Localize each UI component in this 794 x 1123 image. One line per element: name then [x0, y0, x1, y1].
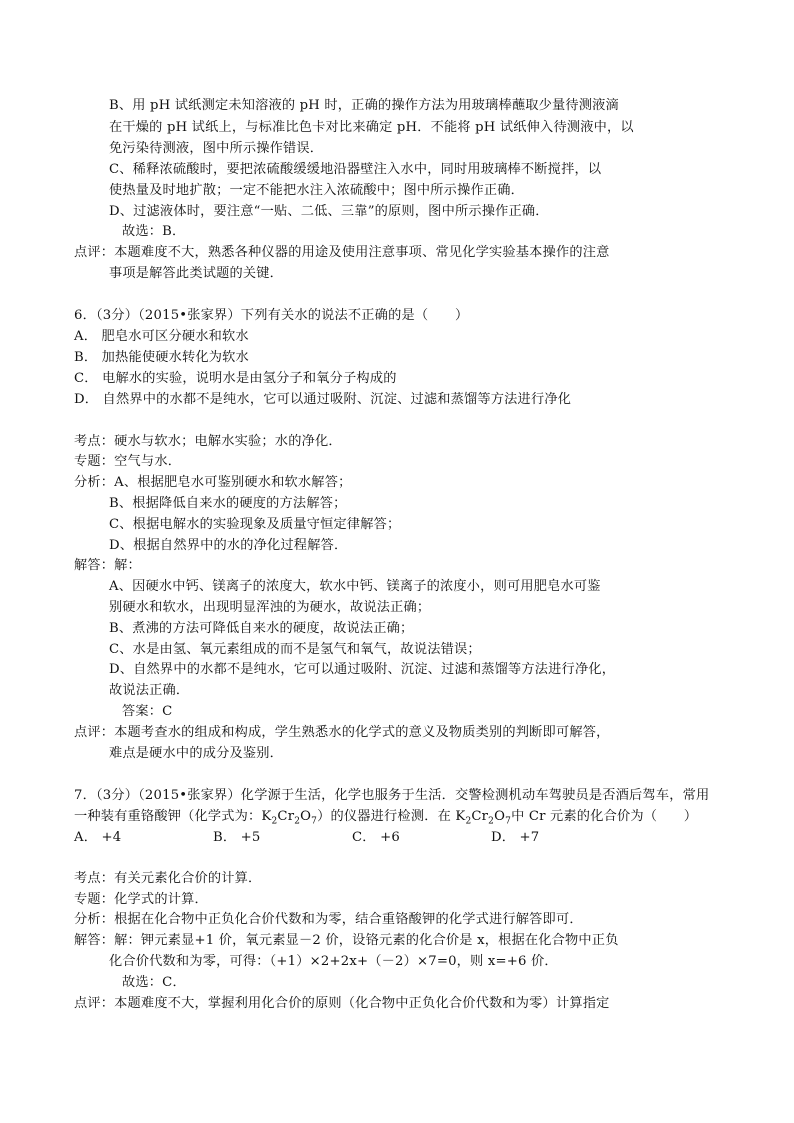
subscript: 2: [271, 816, 278, 827]
q7-answer: 故选：C．: [122, 975, 186, 990]
analysis-c-line1: C、稀释浓硫酸时，要把浓硫酸缓缓地沿器壁注入水中，同时用玻璃棒不断搅拌，以: [109, 162, 602, 177]
q6-option-d: D． 自然界中的水都不是纯水，它可以通过吸附、沉淀、过滤和蒸馏等方法进行净化: [74, 392, 572, 407]
q6-jieda-line6: 故说法正确．: [109, 683, 190, 698]
subscript: 7: [311, 816, 318, 827]
analysis-b-line1: B、用 pH 试纸测定未知溶液的 pH 时，正确的操作方法为用玻璃棒蘸取少量待测液滴: [109, 98, 619, 113]
q6-fenxi-line2: C、根据电解水的实验现象及质量守恒定律解答；: [109, 517, 401, 532]
review-line2: 事项是解答此类试题的关键．: [109, 266, 284, 281]
q7-stem-text: ）的仪器进行检测．在 K: [317, 809, 466, 824]
q7-zhuanti: 专题：化学式的计算．: [74, 892, 208, 907]
q6-jieda-line1: A、因硬水中钙、镁离子的浓度大，软水中钙、镁离子的浓度小，则可用肥皂水可鉴: [109, 579, 601, 594]
q6-stem: 6．（3分）（2015•张家界）下列有关水的说法不正确的是（ ）: [74, 308, 469, 323]
q7-stem-text: Cr: [277, 809, 295, 824]
q7-stem-text: O: [494, 809, 506, 824]
q6-fenxi-line0: 分析：A、根据肥皂水可鉴别硬水和软水解答；: [74, 475, 352, 490]
q7-option-c: C． +6: [352, 830, 400, 845]
q7-option-d: D． +7: [491, 830, 540, 845]
q7-stem-text: O: [300, 809, 312, 824]
q7-stem-text: 中 Cr 元素的化合价为（ ）: [511, 809, 698, 824]
q6-option-a: A． 肥皂水可区分硬水和软水: [74, 329, 249, 344]
q7-jieda-line1: 解答：解：钾元素显+1 价，氧元素显－2 价，设铬元素的化合价是 x，根据在化合物中正负: [74, 933, 619, 948]
q7-stem-text: 一种装有重铬酸钾（化学式为：K: [74, 809, 272, 824]
q6-jieda-line3: B、煮沸的方法可降低自来水的硬度，故说法正确；: [109, 621, 414, 636]
analysis-b-line2: 在干燥的 pH 试纸上，与标准比色卡对比来确定 pH．不能将 pH 试纸伸入待测液中，以: [109, 120, 634, 135]
q6-jieda-line2: 别硬水和软水，出现明显浑浊的为硬水，故说法正确；: [109, 600, 431, 615]
q6-jieda-line4: C、水是由氢、氧元素组成的而不是氢气和氧气，故说法错误；: [109, 642, 481, 657]
q7-jieda-line2: 化合价代数和为零，可得：（+1）×2+2x+（－2）×7=0，则 x=+6 价．: [109, 954, 558, 969]
q7-option-b: B． +5: [213, 830, 261, 845]
subscript: 2: [488, 816, 495, 827]
q6-review-line2: 难点是硬水中的成分及鉴别．: [109, 746, 284, 761]
q7-stem-line1: 7．（3分）（2015•张家界）化学源于生活，化学也服务于生活．交警检测机动车驾驶员是否酒后驾车，常用: [74, 788, 710, 803]
q6-fenxi-line1: B、根据降低自来水的硬度的方法解答；: [109, 496, 347, 511]
subscript: 7: [505, 816, 512, 827]
q6-zhuanti: 专题：空气与水．: [74, 454, 182, 469]
q7-stem-text: Cr: [471, 809, 489, 824]
answer-line: 故选：B．: [122, 224, 186, 239]
q7-option-a: A． +4: [74, 830, 122, 845]
analysis-d-line1: D、过滤液体时，要注意“一贴、二低、三靠”的原则，图中所示操作正确．: [109, 204, 549, 219]
q6-review-line1: 点评：本题考查水的组成和构成，学生熟悉水的化学式的意义及物质类别的判断即可解答，: [74, 725, 610, 740]
q7-options: [74, 828, 539, 848]
q7-kaodian: 考点：有关元素化合价的计算．: [74, 871, 262, 886]
q6-kaodian: 考点：硬水与软水；电解水实验；水的净化．: [74, 434, 342, 449]
q6-option-c: C． 电解水的实验，说明水是由氢分子和氧分子构成的: [74, 371, 397, 386]
subscript: 2: [465, 816, 472, 827]
q6-fenxi-line3: D、根据自然界中的水的净化过程解答．: [109, 538, 348, 553]
review-line1: 点评：本题难度不大，熟悉各种仪器的用途及使用注意事项、常见化学实验基本操作的注意: [74, 245, 610, 260]
analysis-b-line3: 免污染待测液，图中所示操作错误．: [109, 141, 324, 156]
q6-answer: 答案：C: [122, 704, 173, 719]
q6-option-b: B． 加热能使硬水转化为软水: [74, 350, 249, 365]
subscript: 2: [294, 816, 301, 827]
q6-jieda-line5: D、自然界中的水都不是纯水，它可以通过吸附、沉淀、过滤和蒸馏等方法进行净化，: [109, 662, 616, 677]
q7-fenxi: 分析：根据在化合物中正负化合价代数和为零，结合重铬酸钾的化学式进行解答即可．: [74, 912, 583, 927]
q6-jieda-line0: 解答：解：: [74, 558, 141, 573]
analysis-c-line2: 使热量及时地扩散；一定不能把水注入浓硫酸中；图中所示操作正确．: [109, 183, 525, 198]
q7-review-line1: 点评：本题难度不大，掌握利用化合价的原则（化合物中正负化合价代数和为零）计算指定: [74, 996, 610, 1011]
